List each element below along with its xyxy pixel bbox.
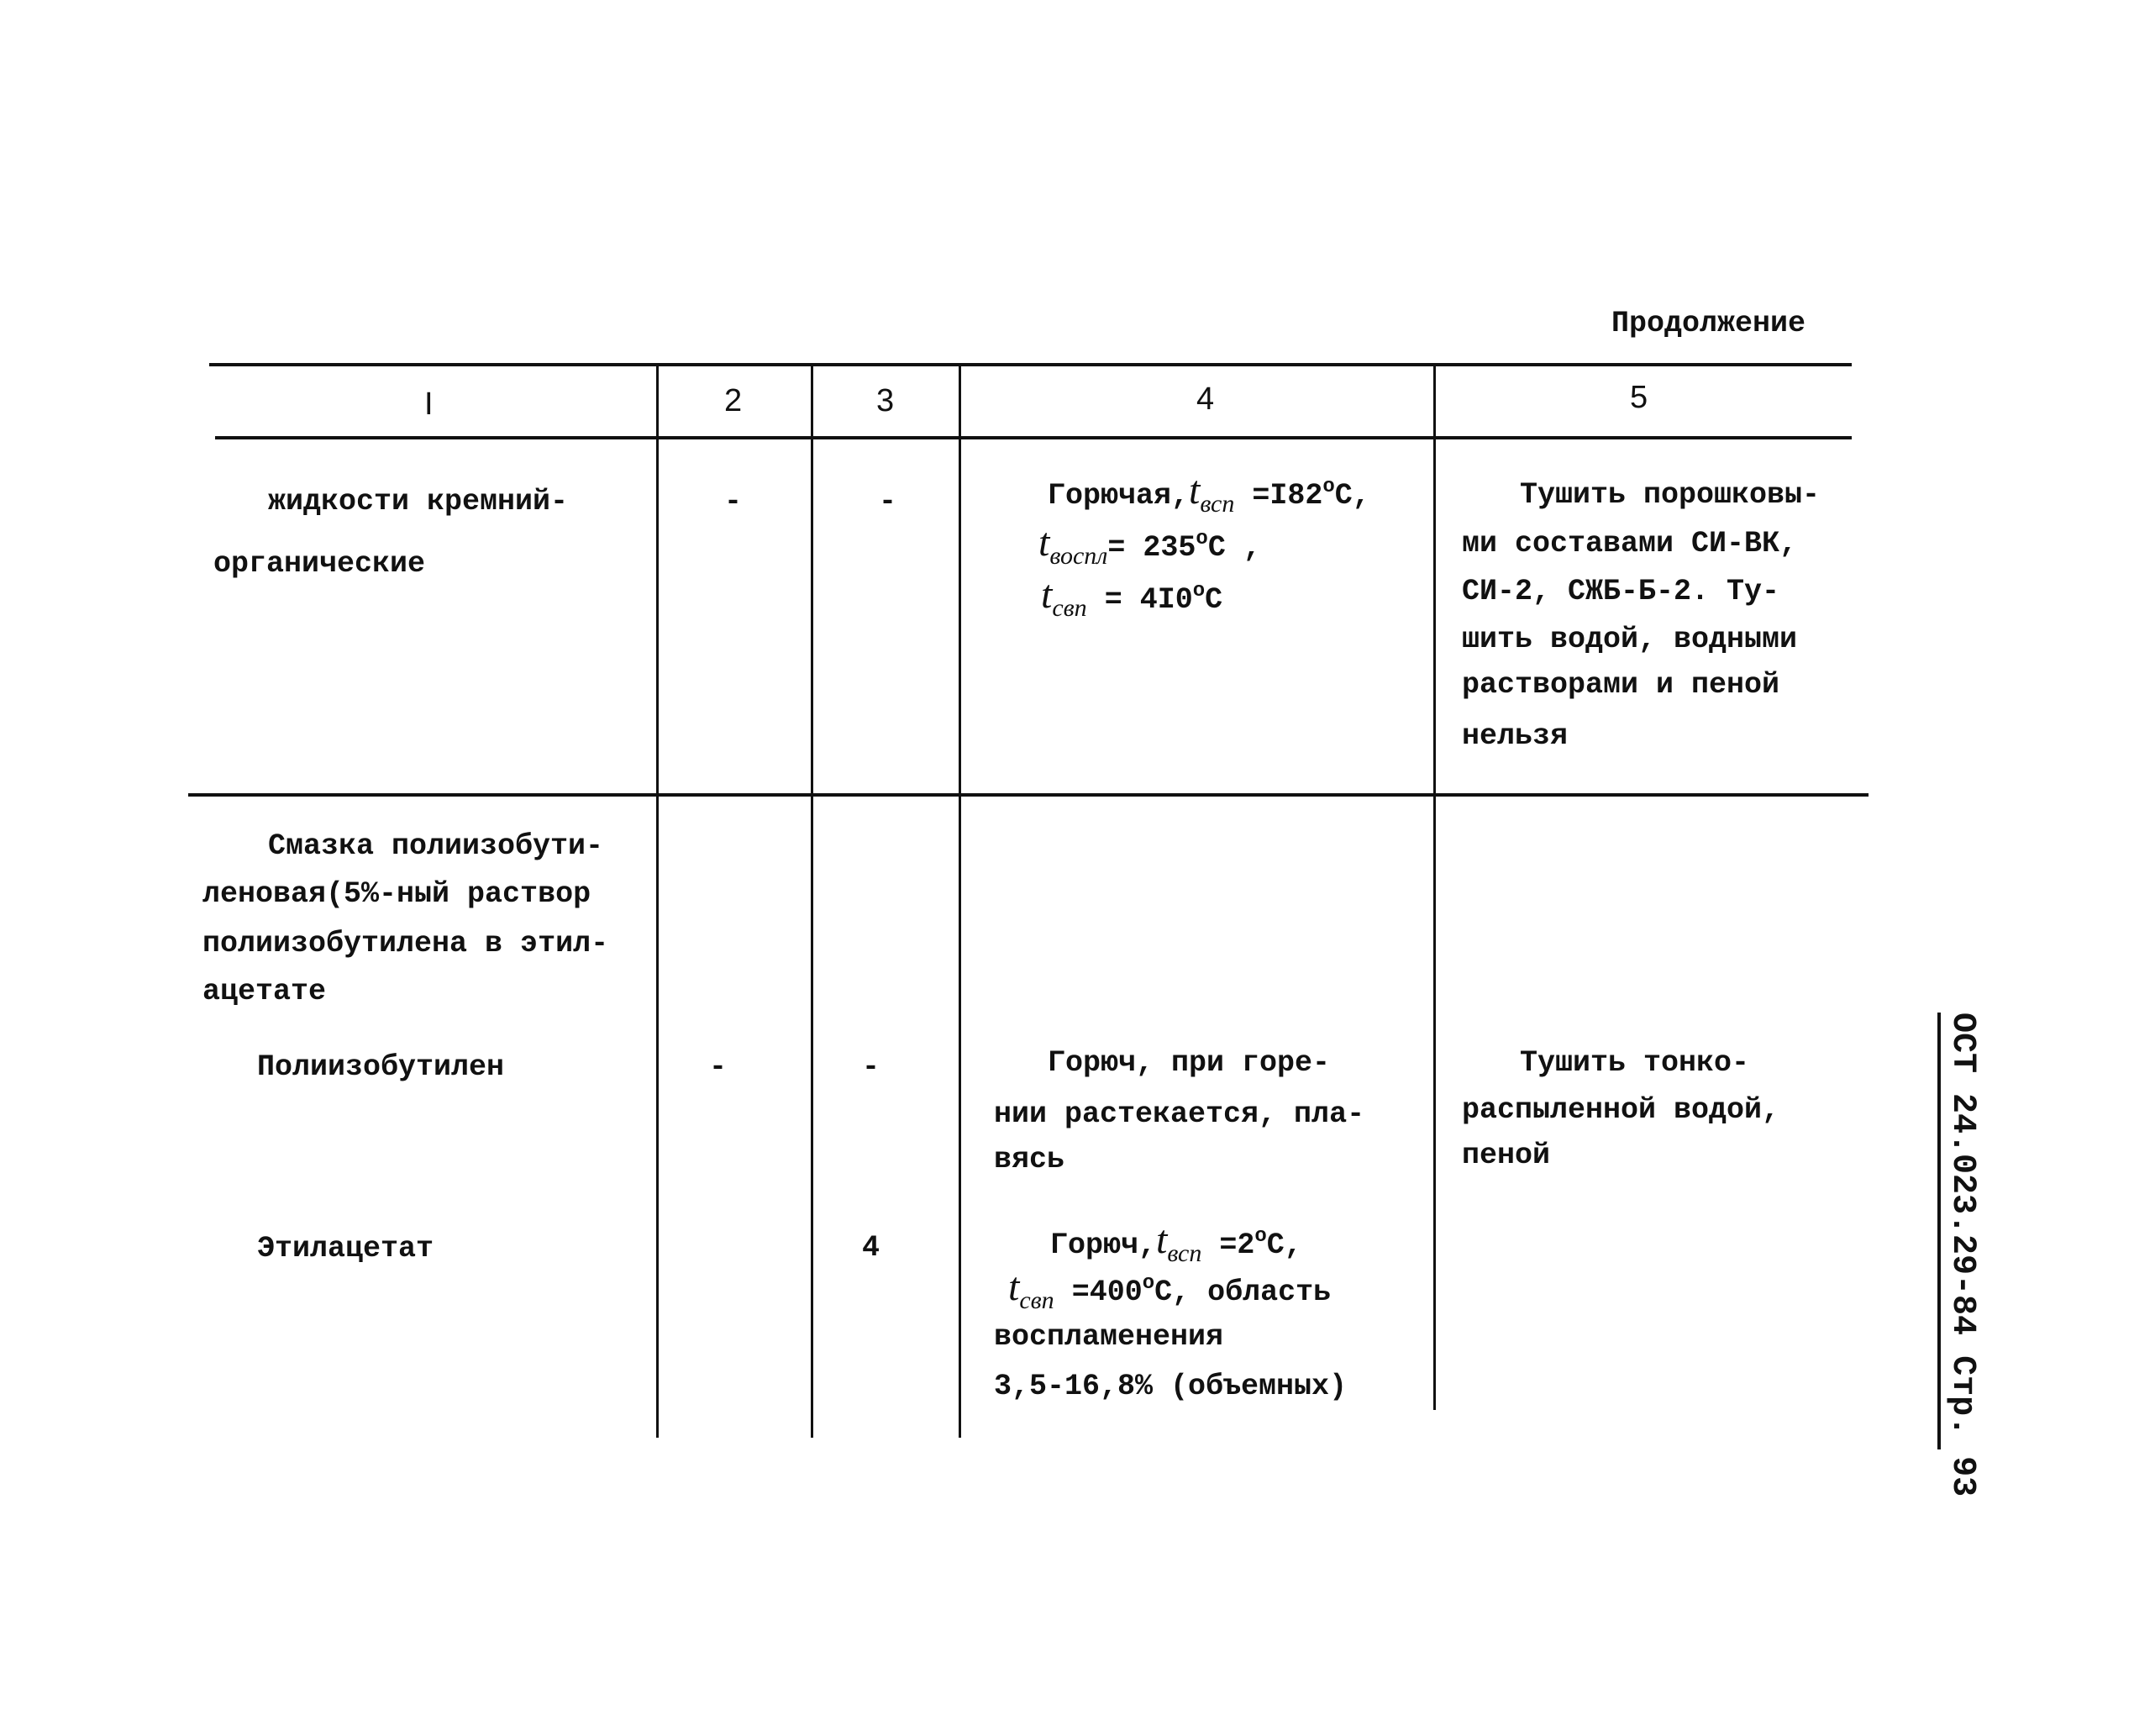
sub: всп <box>1167 1239 1202 1267</box>
row4-col1: Этилацетат <box>257 1232 434 1265</box>
sub: свп <box>1052 594 1087 622</box>
side-stamp: ОСТ 24.023.29-84 Стр. 93 <box>1937 1013 1983 1449</box>
row1-col5: нельзя <box>1462 719 1569 753</box>
row3-col4: нии растекается, пла- <box>994 1097 1365 1131</box>
row3-col5: распыленной водой, <box>1462 1093 1780 1127</box>
row1-col4-line2 <box>1038 520 1261 570</box>
header-col-5: 5 <box>1630 380 1648 415</box>
row4-col4-line3: воспламенения <box>994 1320 1224 1354</box>
row-divider <box>188 793 1869 797</box>
row1-col5: СИ-2, СЖБ-Б-2. Ту- <box>1462 575 1780 608</box>
column-divider <box>656 365 659 1438</box>
header-bottom-rule <box>215 436 1852 439</box>
row2-col1: ацетате <box>202 975 327 1008</box>
text: Горюч, <box>1050 1228 1157 1262</box>
degree: o <box>1142 1272 1155 1295</box>
t: t <box>1189 468 1201 513</box>
row1-col4-line1 <box>1048 468 1370 518</box>
row1-col5: шить водой, водными <box>1462 623 1798 656</box>
text: С, область <box>1154 1276 1332 1309</box>
row1-col1: жидкости кремний- <box>268 485 569 518</box>
column-divider <box>959 365 961 1438</box>
value: =2 <box>1219 1228 1255 1262</box>
row3-col4: Горюч, при горе- <box>1048 1046 1331 1080</box>
row1-col5: Тушить порошковы- <box>1520 478 1821 512</box>
row2-col1: полиизобутилена в этил- <box>202 927 609 960</box>
table-top-rule <box>209 363 1852 366</box>
header-col-1: I <box>424 387 434 422</box>
sub: свп <box>1019 1286 1054 1314</box>
row3-col2: - <box>709 1050 728 1084</box>
row4-col3: 4 <box>862 1231 880 1265</box>
row3-col4: вясь <box>994 1143 1065 1176</box>
value: = 4I0 <box>1104 583 1193 617</box>
value: = 235 <box>1107 531 1196 565</box>
row2-col1: леновая(5%-ный раствор <box>202 877 591 911</box>
degree: o <box>1322 476 1335 498</box>
column-divider <box>811 365 813 1438</box>
row3-col5: Тушить тонко- <box>1520 1046 1750 1080</box>
t: t <box>1008 1265 1020 1309</box>
degree: o <box>1196 528 1208 550</box>
value: =400 <box>1071 1276 1143 1309</box>
row4-col4-line4: 3,5-16,8% (объемных) <box>994 1370 1348 1403</box>
t: t <box>1038 520 1050 565</box>
row3-col5: пеной <box>1462 1139 1551 1172</box>
t: t <box>1156 1218 1168 1262</box>
sub: всп <box>1200 490 1235 518</box>
header-col-3: 3 <box>876 383 895 418</box>
degree: o <box>1192 580 1206 602</box>
row1-col1: органические <box>213 547 426 581</box>
row1-col3: - <box>879 485 897 518</box>
text: С <box>1205 583 1223 617</box>
t: t <box>1041 572 1053 617</box>
row1-col5: растворами и пеной <box>1462 668 1780 702</box>
sub: воспл <box>1049 542 1108 570</box>
text: Горючая, <box>1048 479 1190 513</box>
row1-col5: ми составами СИ-ВК, <box>1462 527 1798 560</box>
row3-col3: - <box>862 1050 880 1084</box>
row3-col1: Полиизобутилен <box>257 1050 505 1084</box>
row1-col4-line3 <box>1041 572 1223 622</box>
value: =I82 <box>1252 479 1323 513</box>
header-col-4: 4 <box>1196 381 1215 417</box>
text: С, <box>1266 1228 1302 1262</box>
continuation-label: Продолжение <box>1611 307 1806 340</box>
row1-col2: - <box>724 485 743 518</box>
header-col-2: 2 <box>724 383 743 418</box>
column-divider <box>1433 365 1436 1410</box>
row4-col4-line1 <box>1050 1220 1302 1266</box>
row2-col1: Смазка полиизобути- <box>268 829 604 863</box>
row4-col4-line2 <box>1008 1267 1331 1313</box>
text: С, <box>1334 479 1370 513</box>
degree: o <box>1254 1225 1267 1248</box>
text: С , <box>1207 531 1261 565</box>
